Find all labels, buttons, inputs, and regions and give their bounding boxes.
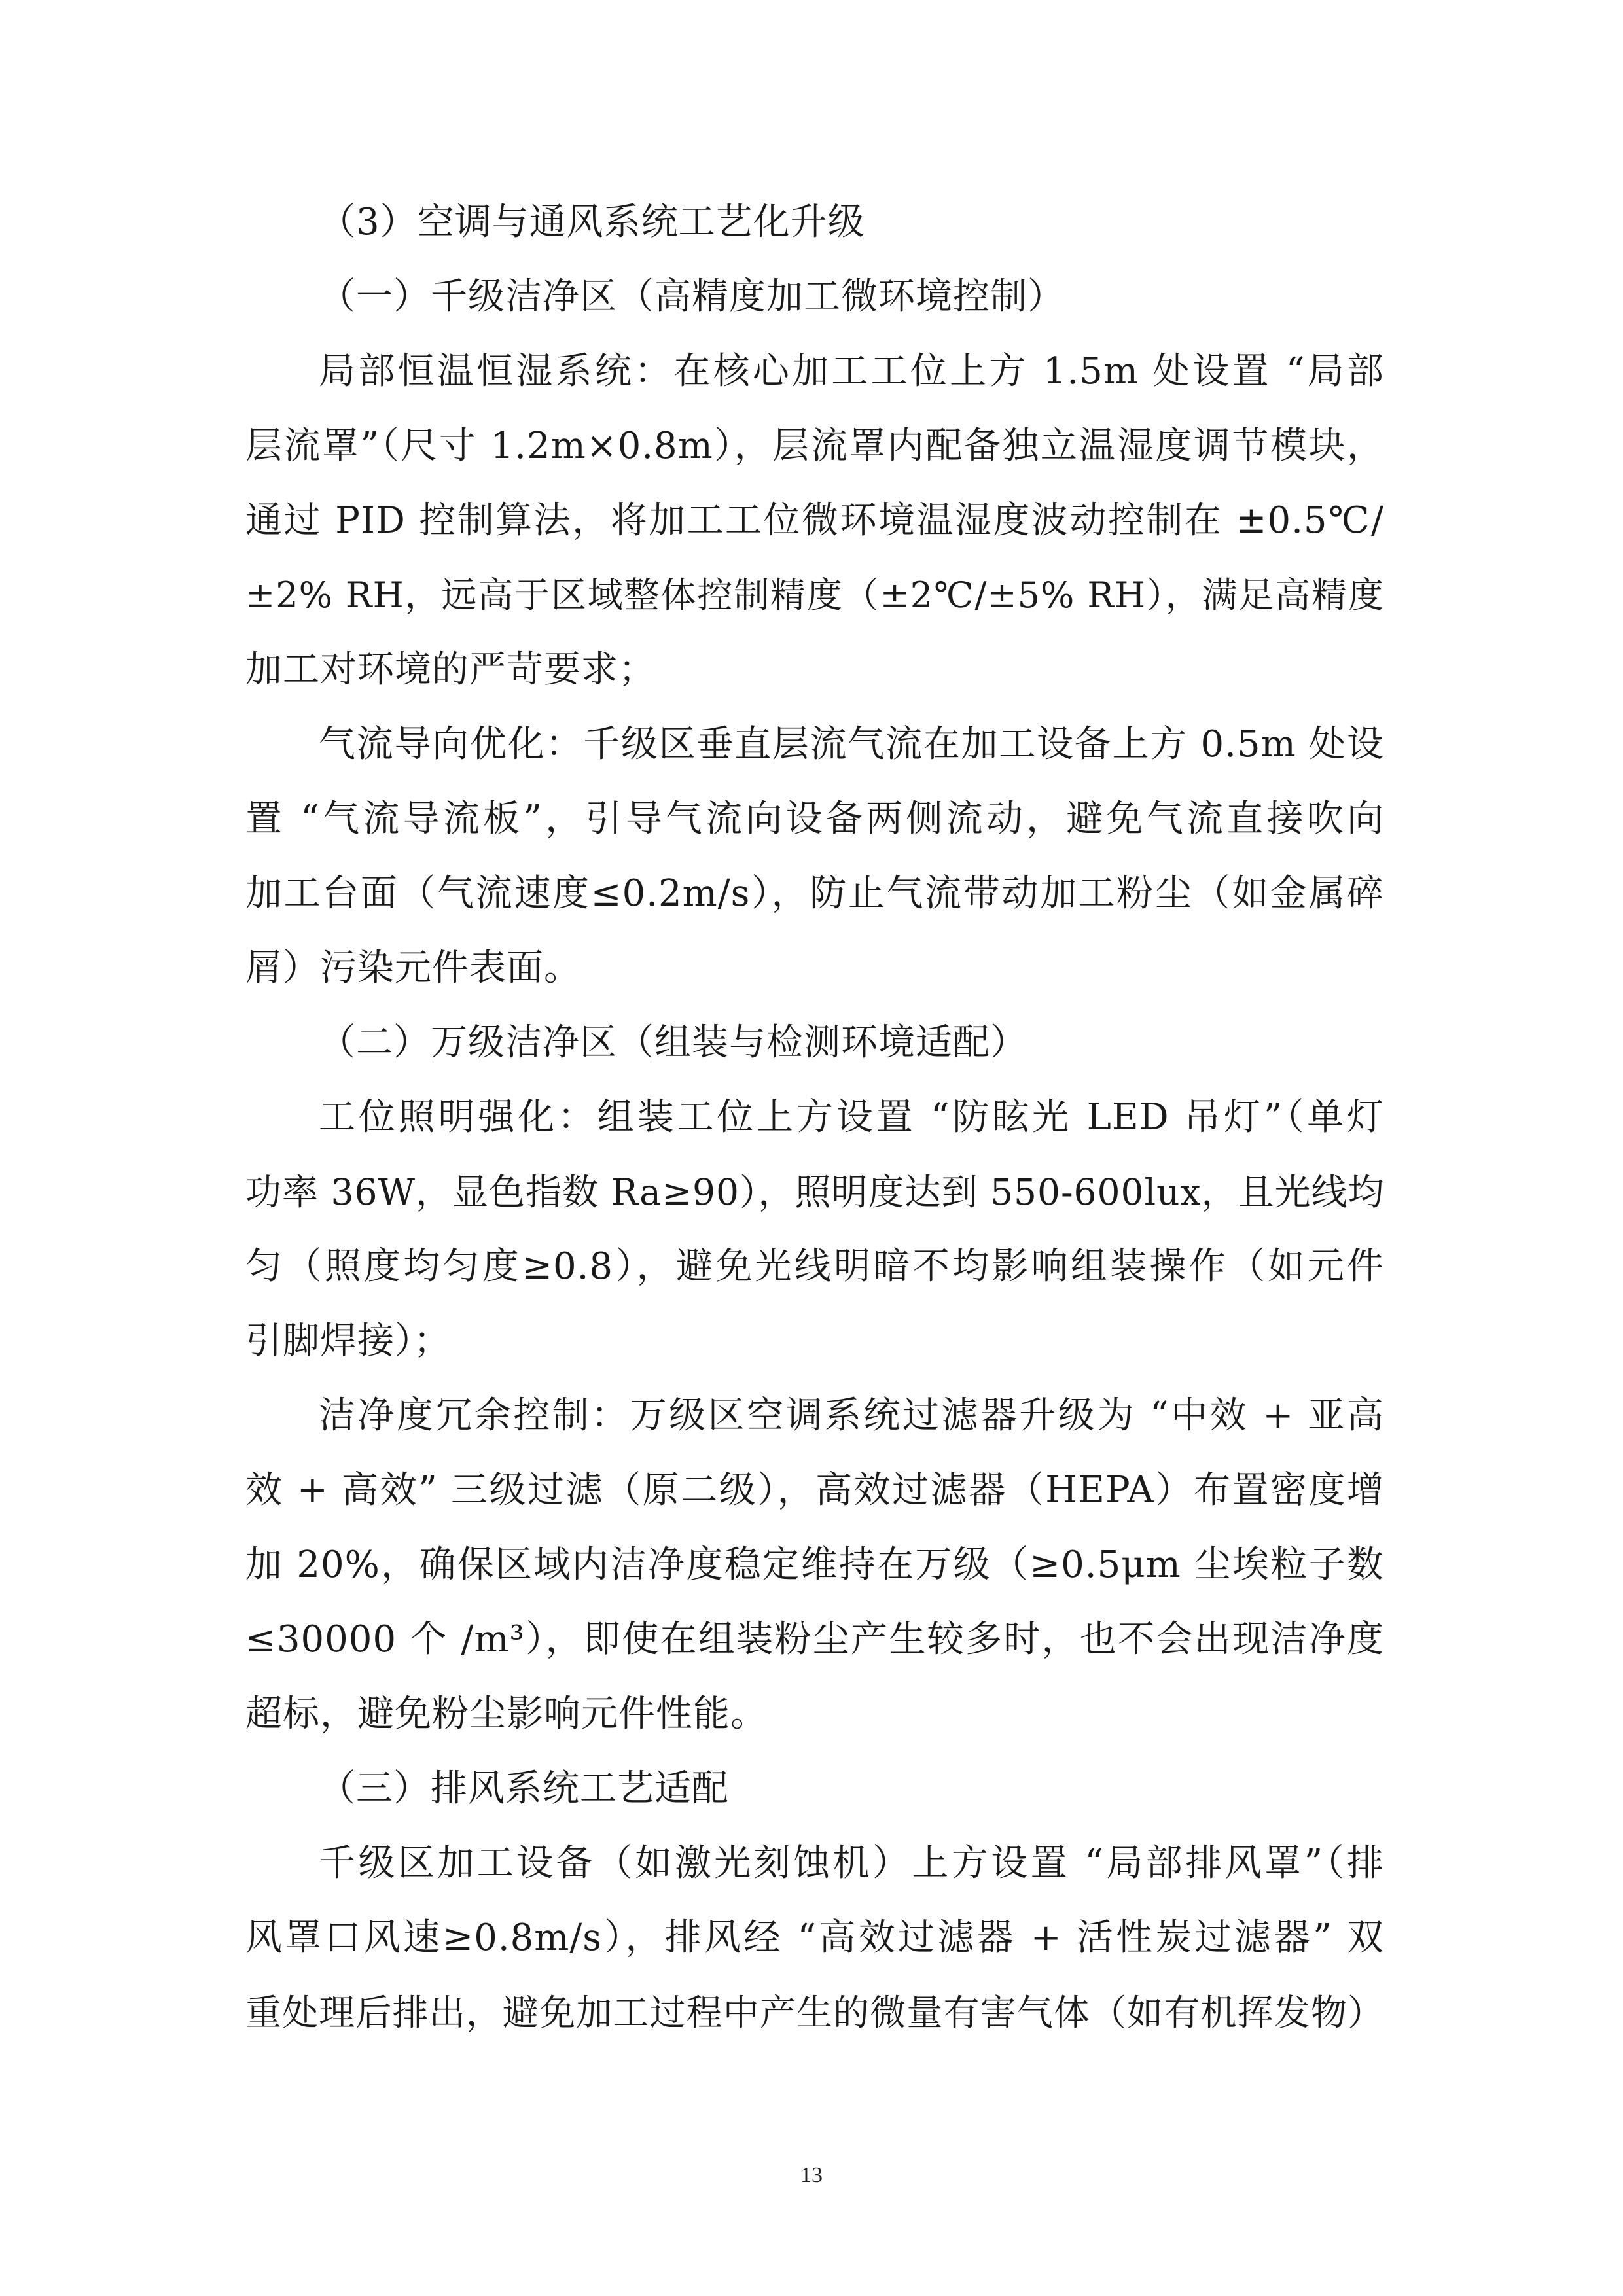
paragraph-line: 功率 36W，显色指数 Ra≥90），照明度达到 550-600lux，且光线均 xyxy=(245,1171,1385,1213)
paragraph-line: 匀（照度均匀度≥0.8），避免光线明暗不均影响组装操作（如元件 xyxy=(245,1245,1384,1288)
paragraph-line: 重处理后排出，避免加工过程中产生的微量有害气体（如有机挥发物） xyxy=(245,1992,1384,2034)
paragraph-line: 加工台面（气流速度≤0.2m/s），防止气流带动加工粉尘（如金属碎 xyxy=(245,872,1384,915)
page-number: 13 xyxy=(800,2163,823,2187)
paragraph-line: 加工对环境的严苛要求； xyxy=(245,648,656,691)
document-body xyxy=(245,185,1384,2050)
section-heading-air-conditioning: （3）空调与通风系统工艺化升级 xyxy=(319,201,865,243)
paragraph-line: 通过 PID 控制算法，将加工工位微环境温湿度波动控制在 ±0.5℃/ xyxy=(245,499,1384,542)
paragraph-line: 超标，避免粉尘影响元件性能。 xyxy=(245,1693,768,1735)
paragraph-line: 引脚焊接）； xyxy=(245,1320,451,1362)
paragraph-line: 层流罩”（尺寸 1.2m×0.8m），层流罩内配备独立温湿度调节模块， xyxy=(245,425,1384,467)
paragraph-line: 加 20%，确保区域内洁净度稳定维持在万级（≥0.5μm 尘埃粒子数 xyxy=(245,1544,1384,1586)
paragraph-line: ≤30000 个 /m³），即使在组装粉尘产生较多时，也不会出现洁净度 xyxy=(245,1618,1384,1661)
paragraph-line: 风罩口风速≥0.8m/s），排风经 “高效过滤器 + 活性炭过滤器” 双 xyxy=(245,1916,1384,1959)
paragraph-line: 千级区加工设备（如激光刻蚀机）上方设置 “局部排风罩”（排 xyxy=(319,1842,1384,1884)
paragraph-line: 工位照明强化：组装工位上方设置 “防眩光 LED 吊灯”（单灯 xyxy=(319,1096,1384,1139)
paragraph-line: 置 “气流导流板”，引导气流向设备两侧流动，避免气流直接吹向 xyxy=(245,798,1384,840)
paragraph-line: 效 + 高效” 三级过滤（原二级），高效过滤器（HEPA）布置密度增 xyxy=(245,1469,1384,1511)
paragraph-line: 局部恒温恒湿系统：在核心加工工位上方 1.5m 处设置 “局部 xyxy=(319,350,1384,393)
paragraph-line: 气流导向优化：千级区垂直层流气流在加工设备上方 0.5m 处设 xyxy=(319,723,1384,766)
paragraph-line: 洁净度冗余控制：万级区空调系统过滤器升级为 “中效 + 亚高 xyxy=(319,1394,1384,1437)
subsection-heading-class-1000: （一）千级洁净区（高精度加工微环境控制） xyxy=(319,275,1065,318)
subsection-heading-exhaust: （三）排风系统工艺适配 xyxy=(319,1767,729,1810)
paragraph-line: ±2% RH，远高于区域整体控制精度（±2℃/±5% RH），满足高精度 xyxy=(245,574,1384,616)
subsection-heading-class-10000: （二）万级洁净区（组装与检测环境适配） xyxy=(319,1021,1027,1064)
paragraph-line: 屑）污染元件表面。 xyxy=(245,947,581,989)
